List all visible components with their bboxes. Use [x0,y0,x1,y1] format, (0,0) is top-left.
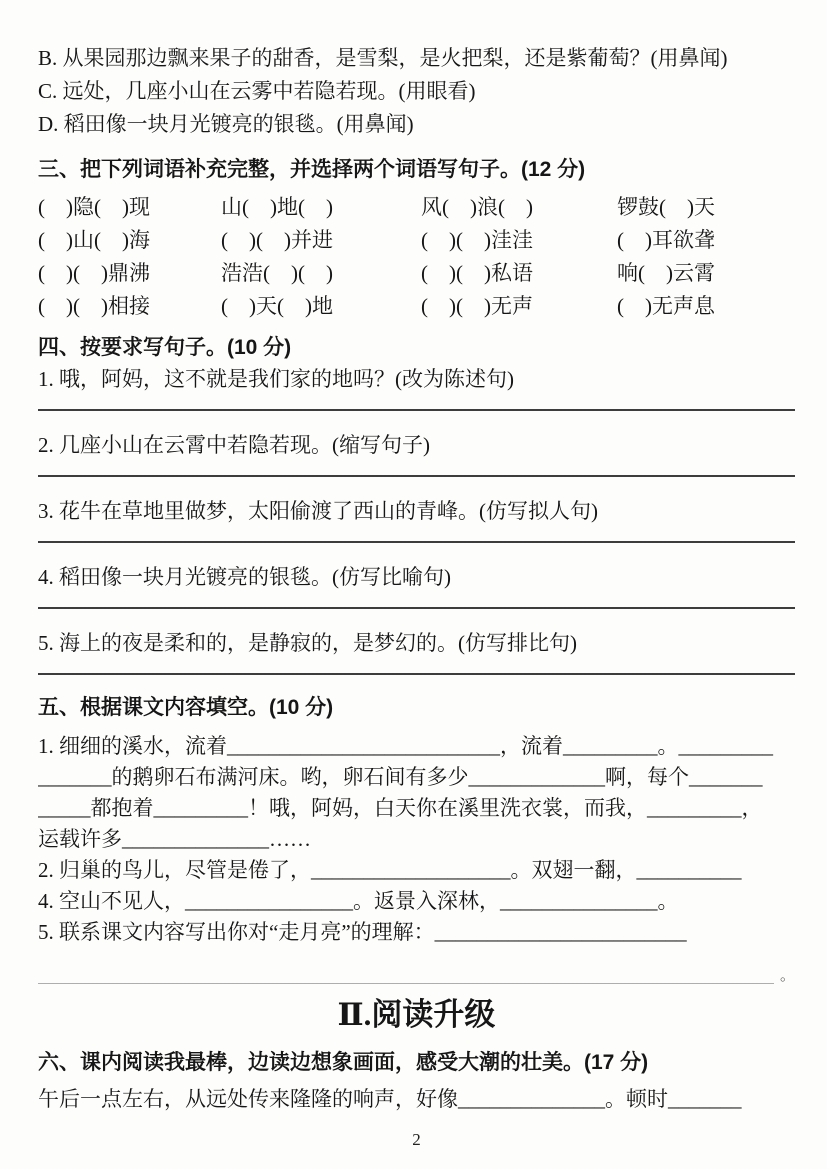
word-blank-item: 山( )地( ) [221,195,333,219]
question-line: 5. 海上的夜是柔和的，是静寂的，是梦幻的。(仿写排比句) [38,631,577,655]
word-blank-item: ( )( )私语 [421,261,533,285]
word-row-3 [38,257,795,290]
question-line: 4. 稻田像一块月光镀亮的银毯。(仿写比喻句) [38,565,451,589]
question-item-1 [38,363,795,411]
answer-line [38,961,774,984]
word-blank-item: 浩浩( )( ) [221,261,333,285]
word-blank-item: ( )山( )海 [38,228,150,252]
word-blank-item: ( )耳欲聋 [617,228,715,252]
page-number: 2 [412,1130,421,1149]
question-item-2 [38,429,795,477]
question-line: 2. 几座小山在云霄中若隐若现。(缩写句子) [38,433,430,457]
word-blank-item: ( )隐( )现 [38,195,150,219]
fill-blank-line: 4. 空山不见人，________________。返景入深林，_______________。 [38,889,679,913]
word-blank-item: 响( )云霄 [617,261,715,285]
word-blank-item: 锣鼓( )天 [617,195,715,219]
fill-blank-line: 1. 细细的溪水，流着__________________________，流着_________。_________ [38,734,773,758]
option-line-d: D. 稻田像一块月光镀亮的银毯。(用鼻闻) [38,112,414,136]
section3-heading: 三、把下列词语补充完整，并选择两个词语写句子。(12 分) [38,158,586,181]
fill-blank-line: _____都抱着_________！哦，阿妈，白天你在溪里洗衣裳，而我，_________， [38,796,763,820]
word-blank-item: ( )( )相接 [38,294,150,318]
word-blank-item: ( )( )无声 [421,294,533,318]
closing-punctuation: 。 [779,968,795,984]
answer-line [38,607,795,609]
answer-line [38,475,795,477]
section5-lines [38,731,795,984]
option-line-b: B. 从果园那边飘来果子的甜香，是雪梨，是火把梨，还是紫葡萄？(用鼻闻) [38,46,728,70]
word-blank-item: ( )无声息 [617,294,715,318]
word-blank-item: ( )( )洼洼 [421,228,533,252]
part2-title: Ⅱ.阅读升级 [337,997,496,1032]
section4-heading: 四、按要求写句子。(10 分) [38,336,292,359]
section4-items [38,363,795,675]
word-blank-item: ( )( )鼎沸 [38,261,150,285]
question-item-4 [38,561,795,609]
answer-line-row [38,962,795,984]
fill-blank-line: _______的鹅卵石布满河床。哟，卵石间有多少_____________啊，每个_______ [38,765,763,789]
word-blank-item: ( )( )并进 [221,228,333,252]
word-blank-item: ( )天( )地 [221,294,333,318]
reading-question-line: 午后一点左右，从远处传来隆隆的响声，好像______________。顿时_______ [38,1087,742,1111]
answer-line [38,541,795,543]
question-line: 1. 哦，阿妈，这不就是我们家的地吗？(改为陈述句) [38,367,514,391]
question-item-5 [38,627,795,675]
question-line: 3. 花牛在草地里做梦，太阳偷渡了西山的青峰。(仿写拟人句) [38,499,598,523]
answer-line [38,409,795,411]
word-row-2 [38,224,795,257]
options-block [38,42,795,141]
word-blank-rows [38,191,795,323]
section6-heading: 六、课内阅读我最棒，边读边想象画面，感受大潮的壮美。(17 分) [38,1051,649,1074]
word-row-1 [38,191,795,224]
word-blank-item: 风( )浪( ) [421,195,533,219]
fill-blank-line: 运载许多______________…… [38,827,311,851]
section5-heading: 五、根据课文内容填空。(10 分) [38,696,334,719]
fill-blank-line: 5. 联系课文内容写出你对“走月亮”的理解：________________________ [38,920,687,944]
option-line-c: C. 远处，几座小山在云雾中若隐若现。(用眼看) [38,79,476,103]
fill-blank-line: 2. 归巢的鸟儿，尽管是倦了，___________________。双翅一翻，__________ [38,858,742,882]
question-item-3 [38,495,795,543]
answer-line [38,673,795,675]
word-row-4 [38,290,795,323]
